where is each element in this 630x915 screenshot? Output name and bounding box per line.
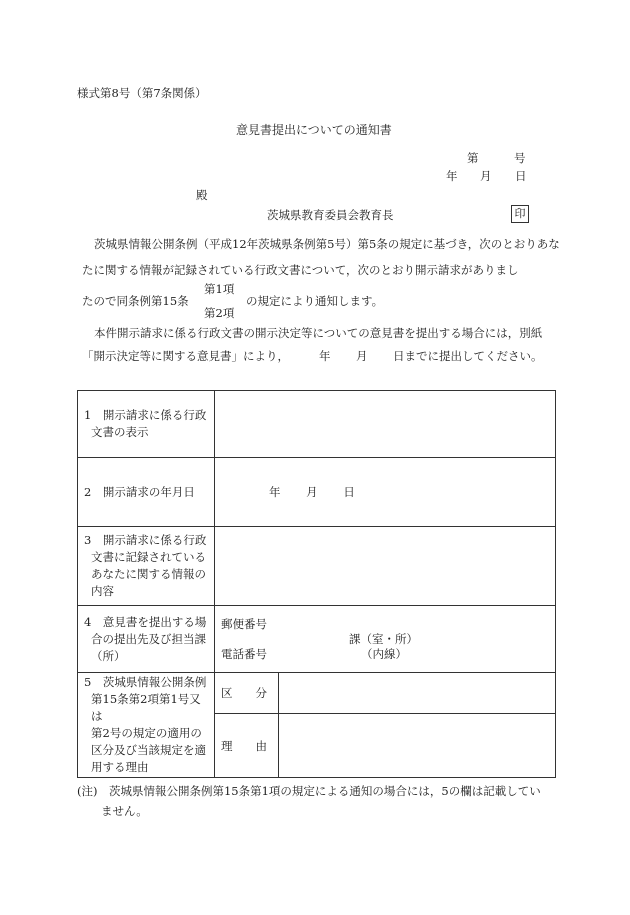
provision-label-line-5: 用する理由 <box>91 760 149 774</box>
issue-date-day: 日 <box>515 169 527 183</box>
phone-label: 電話番号 <box>221 646 267 661</box>
request-date-day: 日 <box>343 485 355 499</box>
submission-dest-field[interactable] <box>215 606 556 673</box>
issue-date-month: 月 <box>480 169 492 183</box>
request-date-month: 月 <box>306 485 318 499</box>
paragraph-1-line-3-end: の規定により通知します。 <box>246 294 384 308</box>
submission-dest-label-cell <box>78 606 215 673</box>
reason-label: 理 由 <box>215 714 279 778</box>
info-content-label-cell <box>78 527 215 606</box>
footnote-line-1: (注) 茨城県情報公開条例第15条第1項の規定による通知の場合には，5の欄は記載してい <box>77 784 541 798</box>
info-content-label-line-1: 3 開示請求に係る行政 <box>84 533 207 547</box>
provision-label-line-2: 第15条第2項第1号又は <box>91 692 201 723</box>
provision-label-line-4: 区分及び当該規定を適 <box>91 743 206 757</box>
postal-code-label: 郵便番号 <box>221 616 267 631</box>
deadline-year: 年 <box>319 349 331 363</box>
request-date-field[interactable] <box>215 458 556 527</box>
table-row-document <box>78 391 556 458</box>
paragraph-2-line-1: 本件開示請求に係る行政文書の開示決定等についての意見書を提出する場合には，別紙 <box>94 326 543 340</box>
notice-detail-table <box>77 390 556 778</box>
extension-label: （内線） <box>361 646 407 661</box>
category-field[interactable] <box>279 673 556 714</box>
deadline-month: 月 <box>356 349 368 363</box>
submission-dest-label-line-2: 合の提出先及び担当課 <box>91 631 206 646</box>
seal-mark: 印 <box>511 205 529 223</box>
doc-number-prefix: 第 <box>467 151 479 165</box>
applicable-provision-label-cell <box>78 673 215 778</box>
addressee-honorific: 殿 <box>196 188 208 202</box>
clause-option-2: 第2項 <box>204 306 235 320</box>
info-content-label-line-4: 内容 <box>91 584 114 598</box>
document-label-cell <box>78 391 215 458</box>
section-label: 課（室・所） <box>349 631 418 646</box>
document-value-field[interactable] <box>215 391 556 458</box>
table-row-info-content <box>78 527 556 606</box>
table-row-submission-dest <box>78 606 556 673</box>
reason-field[interactable] <box>279 714 556 778</box>
form-number: 様式第8号（第7条関係） <box>77 86 207 100</box>
doc-number-suffix: 号 <box>514 151 526 165</box>
footnote-line-2: ません。 <box>101 804 148 818</box>
issue-date-year: 年 <box>446 169 458 183</box>
paragraph-1-line-1: 茨城県情報公開条例（平成12年茨城県条例第5号）第5条の規定に基づき，次のとおりあな <box>94 237 560 251</box>
provision-label-line-3: 第2号の規定の適用の <box>91 726 202 740</box>
table-row-category <box>78 673 556 714</box>
info-content-label-line-2: 文書に記録されている <box>91 550 206 564</box>
request-date-label: 2 開示請求の年月日 <box>78 458 215 527</box>
footnote <box>77 781 541 821</box>
paragraph-2-line-2-end: 日までに提出してください。 <box>393 349 543 363</box>
paragraph-2-line-2-start: 「開示決定等に関する意見書」により， <box>82 349 289 363</box>
document-label-line-2: 文書の表示 <box>91 425 149 439</box>
page-title: 意見書提出についての通知書 <box>236 123 392 137</box>
info-content-field[interactable] <box>215 527 556 606</box>
paragraph-1-line-2: たに関する情報が記録されている行政文書について，次のとおり開示請求がありまし <box>82 263 519 277</box>
request-date-year: 年 <box>269 485 281 499</box>
submission-dest-label-line-1: 4 意見書を提出する場 <box>84 614 207 629</box>
category-label: 区 分 <box>215 673 279 714</box>
table-row-request-date <box>78 458 556 527</box>
sender-name: 茨城県教育委員会教育長 <box>267 208 394 222</box>
paragraph-1-line-3-start: たので同条例第15条 <box>82 294 189 308</box>
provision-label-line-1: 5 茨城県情報公開条例 <box>84 675 207 689</box>
clause-option-1: 第1項 <box>204 282 235 296</box>
submission-dest-label-line-3: （所） <box>91 648 126 663</box>
info-content-label-line-3: あなたに関する情報の <box>91 567 206 581</box>
document-label-line-1: 1 開示請求に係る行政 <box>84 408 207 422</box>
